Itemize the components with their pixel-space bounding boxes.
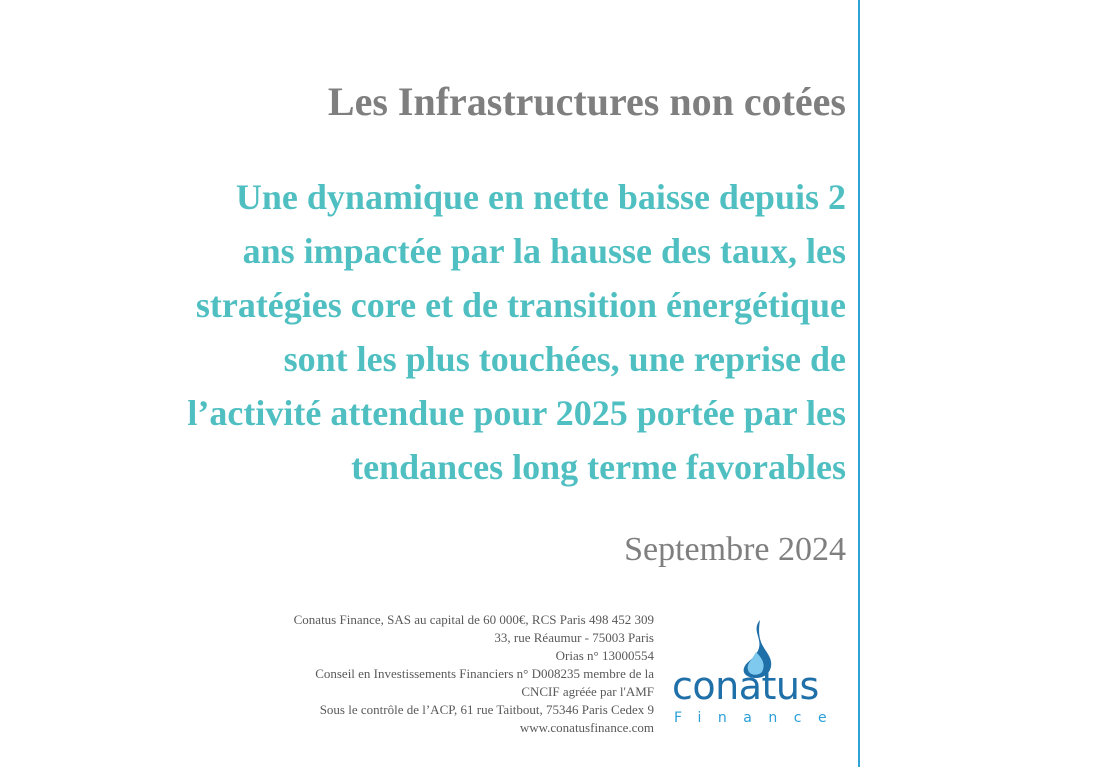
logo-wordmark: conatus bbox=[672, 664, 819, 708]
document-date: Septembre 2024 bbox=[624, 531, 846, 568]
subtitle-line: stratégies core et de transition énergétique bbox=[195, 285, 846, 325]
subtitle-line: sont les plus touchées, une reprise de bbox=[283, 339, 846, 379]
legal-line: Orias n° 13000554 bbox=[555, 648, 654, 663]
subtitle-line: ans impactée par la hausse des taux, les bbox=[242, 231, 846, 271]
legal-notice bbox=[134, 611, 654, 737]
logo-tagline: Finance bbox=[674, 710, 844, 726]
legal-line: 33, rue Réaumur - 75003 Paris bbox=[494, 630, 654, 645]
legal-line: Conatus Finance, SAS au capital de 60 000€, RCS Paris 498 452 309 bbox=[293, 612, 654, 627]
conatus-finance-logo bbox=[672, 618, 842, 730]
subtitle-line: tendances long terme favorables bbox=[351, 447, 846, 487]
document-subtitle bbox=[26, 170, 846, 494]
subtitle-line: Une dynamique en nette baisse depuis 2 bbox=[235, 177, 846, 217]
document-title: Les Infrastructures non cotées bbox=[327, 79, 846, 124]
subtitle-line: l’activité attendue pour 2025 portée par les bbox=[187, 393, 846, 433]
legal-line: CNCIF agréée par l'AMF bbox=[521, 684, 654, 699]
legal-line: Sous le contrôle de l’ACP, 61 rue Taitbout, 75346 Paris Cedex 9 bbox=[319, 702, 654, 717]
vertical-divider bbox=[858, 0, 860, 767]
website-link[interactable]: www.conatusfinance.com bbox=[519, 720, 654, 735]
legal-line: Conseil en Investissements Financiers n° D008235 membre de la bbox=[315, 666, 654, 681]
